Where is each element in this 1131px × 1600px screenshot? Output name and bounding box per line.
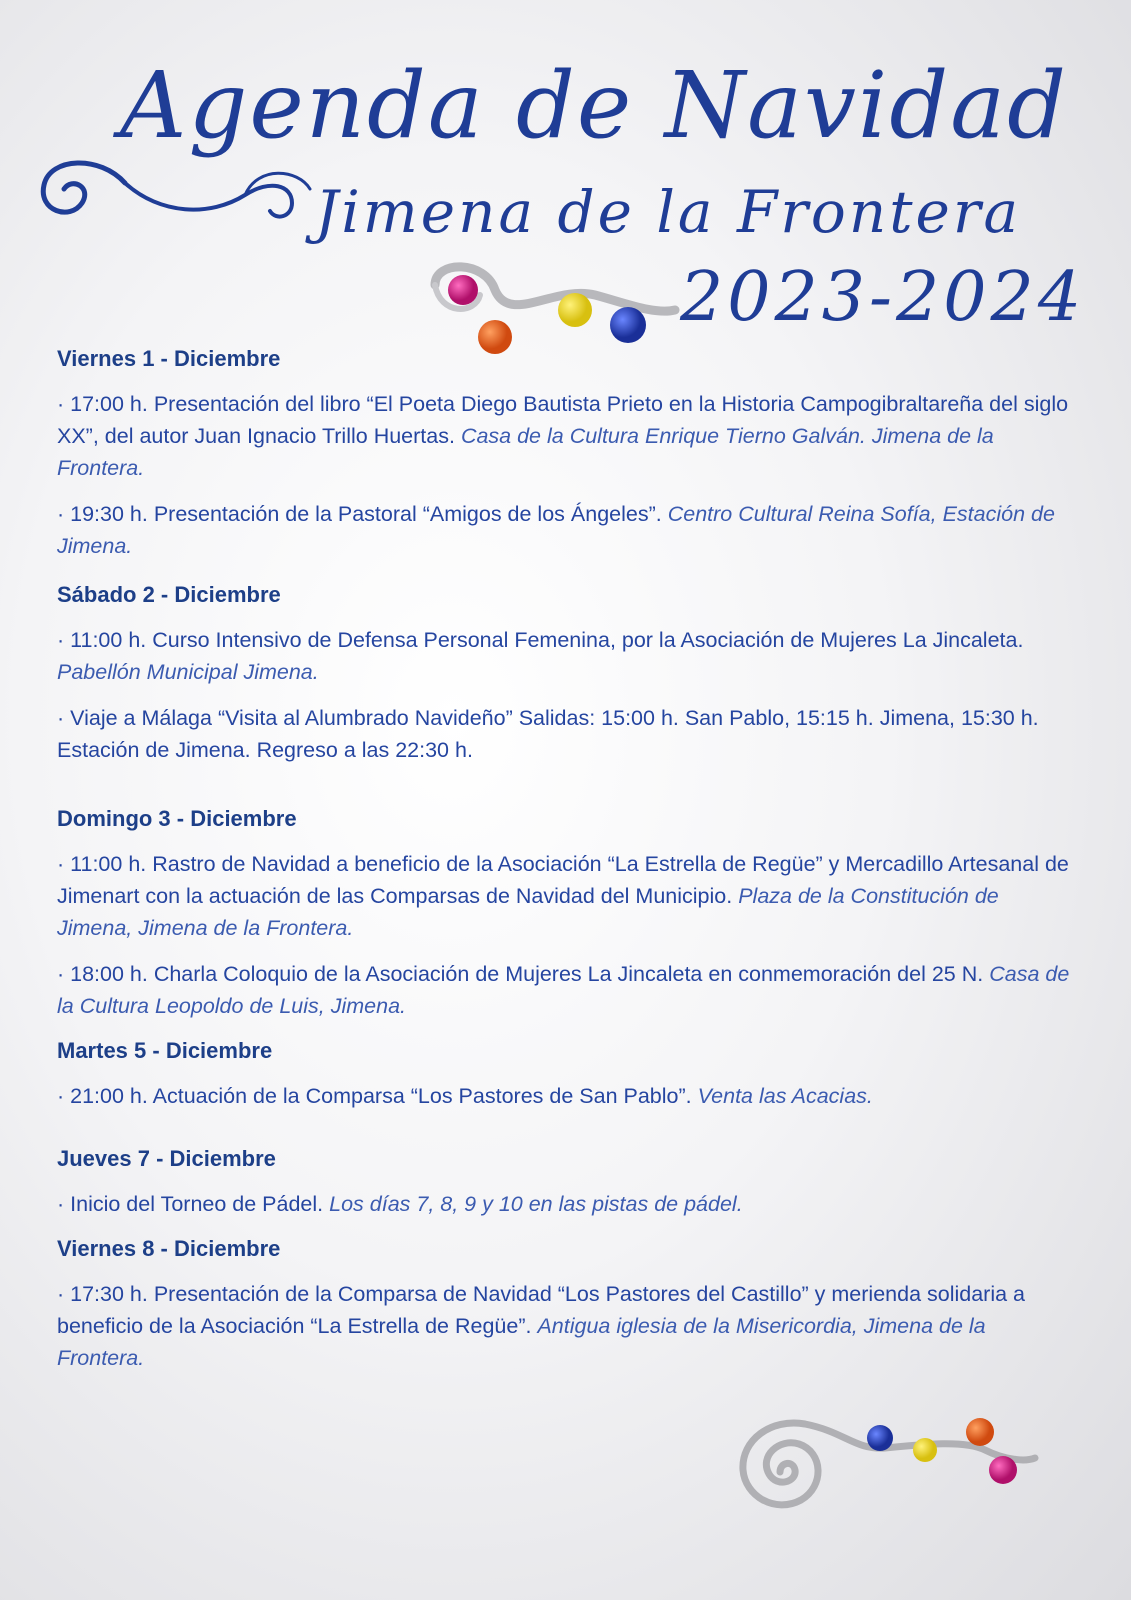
day-title: Jueves 7 - Diciembre	[57, 1146, 276, 1171]
day-domingo-3	[57, 804, 1077, 1022]
event-text: · 18:00 h. Charla Coloquio de la Asociación de Mujeres La Jincaleta en conmemoración del 25 N.	[57, 962, 984, 986]
day-jueves-7	[57, 1144, 1077, 1220]
day-martes-5	[57, 1036, 1077, 1112]
event-item	[57, 624, 1077, 688]
event-text: · 11:00 h. Curso Intensivo de Defensa Personal Femenina, por la Asociación de Mujeres La Jincaleta.	[57, 628, 1024, 652]
event-place: Centro Cultural Reina Sofía, Estación de Jimena.	[57, 502, 1055, 558]
event-item	[57, 958, 1077, 1022]
event-item	[57, 848, 1077, 944]
event-text: · Inicio del Torneo de Pádel.	[57, 1192, 324, 1216]
day-title: Domingo 3 - Diciembre	[57, 806, 297, 831]
event-text: · 17:30 h. Presentación de la Comparsa de Navidad “Los Pastores del Castillo” y merienda solidaria a beneficio de la Asociación “La Estrella de Regüe”.	[57, 1282, 1026, 1338]
day-viernes-8	[57, 1234, 1077, 1374]
title-jimena-de-la-frontera: Jimena de la Frontera	[315, 178, 1022, 246]
event-place: Casa de la Cultura Leopoldo de Luis, Jimena.	[57, 962, 1070, 1018]
day-title: Martes 5 - Diciembre	[57, 1038, 273, 1063]
event-item	[57, 1278, 1077, 1374]
title-years: 2023-2024	[680, 258, 1086, 337]
event-text: · 11:00 h. Rastro de Navidad a beneficio de la Asociación “La Estrella de Regüe” y Mercadillo Artesanal de Jimenart con la actuación de las Comparsas de Navidad del Municipio.	[57, 852, 1069, 908]
header	[0, 0, 1131, 350]
event-text: · 21:00 h. Actuación de la Comparsa “Los Pastores de San Pablo”.	[57, 1084, 692, 1108]
event-item	[57, 1080, 1077, 1112]
agenda-list	[57, 344, 1077, 1388]
day-viernes-1	[57, 344, 1077, 562]
event-place: Plaza de la Constitución de Jimena, Jimena de la Frontera.	[57, 884, 999, 940]
event-place: Los días 7, 8, 9 y 10 en las pistas de pádel.	[329, 1192, 743, 1216]
spiral-baubles-ornament-icon	[735, 1410, 1055, 1520]
event-item	[57, 498, 1077, 562]
event-place: Pabellón Municipal Jimena.	[57, 660, 319, 684]
event-place: Casa de la Cultura Enrique Tierno Galván. Jimena de la Frontera.	[57, 424, 994, 480]
day-sabado-2	[57, 580, 1077, 766]
day-title: Sábado 2 - Diciembre	[57, 582, 281, 607]
day-title: Viernes 1 - Diciembre	[57, 346, 281, 371]
event-place: Antigua iglesia de la Misericordia, Jimena de la Frontera.	[57, 1314, 986, 1370]
event-item	[57, 1188, 1077, 1220]
event-item	[57, 388, 1077, 484]
event-place: Venta las Acacias.	[697, 1084, 873, 1108]
event-item	[57, 702, 1077, 766]
event-text: · 17:00 h. Presentación del libro “El Poeta Diego Bautista Prieto en la Historia Campogibraltareña del siglo XX”, del autor Juan Ignacio Trillo Huertas.	[57, 392, 1069, 448]
event-text: · Viaje a Málaga “Visita al Alumbrado Navideño” Salidas: 15:00 h. San Pablo, 15:15 h. Jimena, 15:30 h. Estación de Jimena. Regreso a las 22:30 h.	[57, 706, 1039, 762]
title-agenda-de-navidad: Agenda de Navidad	[120, 52, 1068, 159]
event-text: · 19:30 h. Presentación de la Pastoral “Amigos de los Ángeles”.	[57, 502, 662, 526]
day-title: Viernes 8 - Diciembre	[57, 1236, 281, 1261]
